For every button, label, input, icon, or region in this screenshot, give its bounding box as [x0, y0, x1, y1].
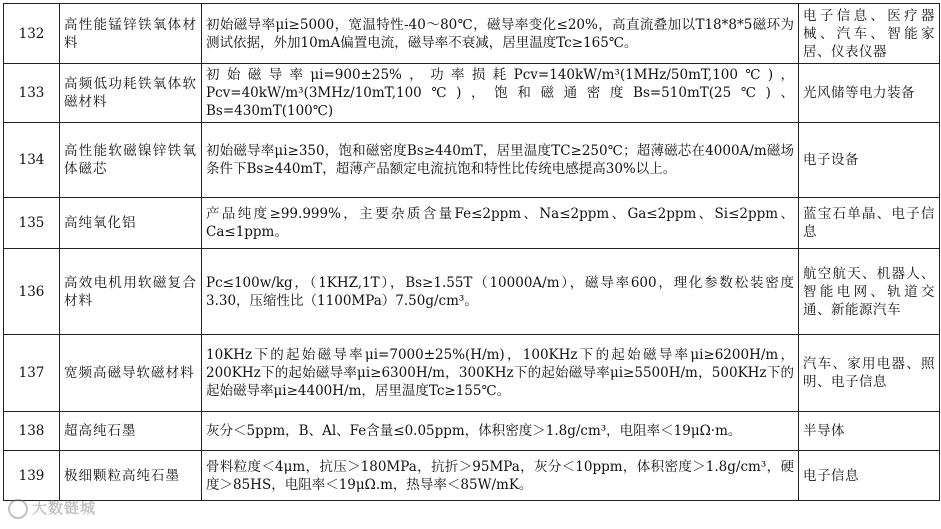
table-row: [4, 451, 940, 501]
application-field: 光风储等电力装备: [799, 64, 940, 123]
table-body: [4, 4, 940, 501]
table-row: [4, 4, 940, 64]
application-field: 半导体: [799, 412, 940, 451]
spec-text: 灰分＜5ppm，B、Al、Fe含量≤0.05ppm，体积密度＞1.8g/cm³，电阻率＜19μΩ·m。: [202, 412, 799, 451]
row-number: 135: [4, 198, 60, 249]
table-row: [4, 198, 940, 249]
material-name: 高纯氧化铝: [60, 198, 202, 249]
material-name: 宽频高磁导软磁材料: [60, 335, 202, 412]
row-number: 136: [4, 249, 60, 335]
application-field: 汽车、家用电器、照明、电子信息: [799, 335, 940, 412]
spec-text: 骨料粒度＜4μm，抗压＞180MPa，抗折＞95MPa，灰分＜10ppm，体积密度＞1.8g/cm³，硬度＞85HS，电阻率＜19μΩ.m，热导率＜85W/mK。: [202, 451, 799, 501]
spec-text: 初始磁导率μi≥350，饱和磁密度Bs≥440mT，居里温度TC≥250℃；超薄磁芯在4000A/m磁场条件下Bs≥440mT，超薄产品额定电流抗饱和特性比传统电感提高30%以上。: [202, 123, 799, 198]
row-number: 133: [4, 64, 60, 123]
material-name: 高性能软磁镍锌铁氧体磁芯: [60, 123, 202, 198]
application-field: 电子设备: [799, 123, 940, 198]
application-field: 航空航天、机器人、智能电网、轨道交通、新能源汽车: [799, 249, 940, 335]
material-name: 极细颗粒高纯石墨: [60, 451, 202, 501]
table-row: [4, 249, 940, 335]
watermark: [8, 497, 96, 519]
spec-text: 初始磁导率μi≥5000，宽温特性-40～80℃，磁导率变化≤20%，高直流叠加以T18*8*5磁环为测试依据，外加10mA偏置电流，磁导率不衰减，居里温度Tc≥165℃。: [202, 4, 799, 64]
row-number: 139: [4, 451, 60, 501]
table-row: [4, 64, 940, 123]
material-name: 高频低功耗铁氧体软磁材料: [60, 64, 202, 123]
application-field: 蓝宝石单晶、电子信息: [799, 198, 940, 249]
spec-text: 10KHz下的起始磁导率μi=7000±25%(H/m)，100KHz下的起始磁导率μi≥6200H/m，200KHz下的起始磁导率μi≥6300H/m，300KHz下的起始磁导率μi≥5500H/m，500KHz下的起始磁导率μi≥4400H/m，居里温度Tc≥155℃。: [202, 335, 799, 412]
row-number: 132: [4, 4, 60, 64]
application-field: 电子信息: [799, 451, 940, 501]
row-number: 137: [4, 335, 60, 412]
material-name: 高性能锰锌铁氧体材料: [60, 4, 202, 64]
spec-text: Pc≤100w/kg，（1KHZ,1T），Bs≥1.55T（10000A/m），磁导率600，理化参数松装密度3.30，压缩性比（1100MPa）7.50g/cm³。: [202, 249, 799, 335]
row-number: 134: [4, 123, 60, 198]
watermark-logo-icon: [8, 499, 28, 519]
table-row: [4, 412, 940, 451]
spec-text: 产品纯度≥99.999%，主要杂质含量Fe≤2ppm、Na≤2ppm、Ga≤2ppm、Si≤2ppm、Ca≤1ppm。: [202, 198, 799, 249]
material-name: 超高纯石墨: [60, 412, 202, 451]
row-number: 138: [4, 412, 60, 451]
watermark-text: 大数链城: [32, 499, 97, 517]
materials-table: [3, 3, 940, 501]
spec-text: 初始磁导率μi=900±25%，功率损耗Pcv=140kW/m³(1MHz/50mT,100℃)，Pcv=40kW/m³(3MHz/10mT,100℃)，饱和磁通密度Bs=510mT(25℃)、Bs=430mT(100℃): [202, 64, 799, 123]
material-name: 高效电机用软磁复合材料: [60, 249, 202, 335]
application-field: 电子信息、医疗器械、汽车、智能家居、仪表仪器: [799, 4, 940, 64]
table-row: [4, 123, 940, 198]
table-row: [4, 335, 940, 412]
